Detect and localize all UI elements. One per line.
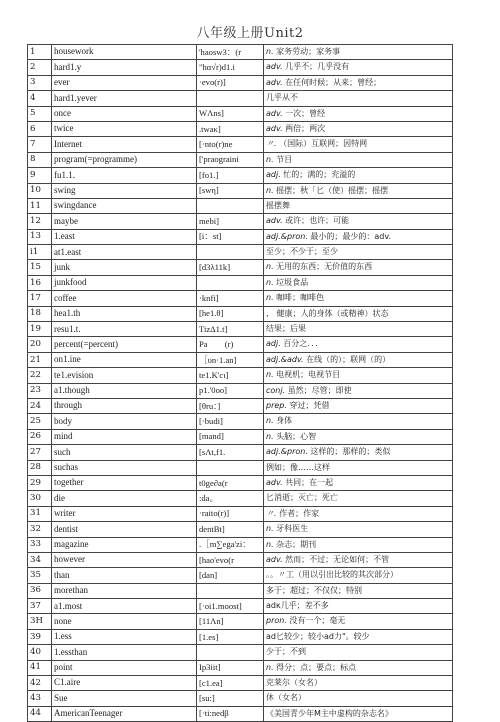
pronunciation: [su:] [197,691,264,706]
pronunciation: Pa (r) [197,337,264,352]
row-number: 28 [28,460,52,475]
vocab-word: body [52,414,197,429]
definition-text: 健康；人的身体（或精神）状态 [276,308,389,318]
row-number: 2 [28,60,52,75]
part-of-speech: ， [266,308,274,318]
table-row [28,629,453,644]
pronunciation [197,460,264,475]
definition-text: 《美国青少年M主中虚构的杂志名》 [266,708,393,718]
definition-text: 百分之．．． [283,339,324,349]
pronunciation [197,245,264,260]
definition-cell [264,214,453,229]
table-row [28,183,453,198]
table-row [28,660,453,675]
pronunciation: [c1.ea] [197,676,264,691]
definition-cell [264,645,453,660]
table-row [28,614,453,629]
table-row [28,168,453,183]
pronunciation: ['praograini [197,152,264,167]
vocab-word: on1.ine [52,352,197,367]
part-of-speech: adv. [266,108,283,118]
definition-cell [264,121,453,136]
row-number: 44 [28,706,52,721]
table-row [28,337,453,352]
pronunciation: ·knfi] [197,291,264,306]
vocab-word: housework [52,45,197,60]
definition-cell [264,152,453,167]
vocab-word: te1.evision [52,368,197,383]
vocab-word: resu1.t. [52,322,197,337]
vocab-word: than [52,568,197,583]
vocab-word: AmericanTeenager [52,706,197,721]
row-number: 32 [28,522,52,537]
definition-text: 在任何时候；从来；曾经； [285,77,382,87]
row-number: 15 [28,260,52,275]
part-of-speech: n. [266,370,274,380]
row-number: 17 [28,291,52,306]
row-number: 20 [28,337,52,352]
definition-text: 少于；不到 [266,647,306,657]
row-number: 21 [28,352,52,367]
vocab-word: swing [52,183,197,198]
row-number: 3 [28,75,52,90]
definition-text: 节目 [276,154,293,164]
definition-cell [264,168,453,183]
definition-cell [264,368,453,383]
vocab-word: die [52,491,197,506]
table-row [28,291,453,306]
table-row [28,537,453,552]
definition-cell [264,568,453,583]
table-row [28,75,453,90]
row-number: 9 [28,168,52,183]
pronunciation: ·evo(r)] [197,75,264,90]
vocab-word: coffee [52,291,197,306]
table-row [28,322,453,337]
pronunciation: ·raito(r)] [197,506,264,521]
part-of-speech: n. [266,262,274,272]
definition-text: 得分；点；要点；标点 [276,662,357,672]
vocab-word: magazine [52,537,197,552]
part-of-speech: adj.&adv. [266,354,304,364]
pronunciation: Ip3iit] [197,660,264,675]
part-of-speech: adv. [266,62,283,72]
pronunciation: [fo1.] [197,168,264,183]
table-row [28,121,453,136]
row-number: 4 [28,91,52,106]
row-number: 29 [28,475,52,490]
definition-cell [264,337,453,352]
part-of-speech: adv. [266,554,283,564]
pronunciation: ［υn·1.an] [197,352,264,367]
table-row [28,275,453,290]
definition-text: 身体 [276,416,293,426]
part-of-speech: adv. [266,216,283,226]
vocabulary-table [27,44,453,722]
row-number: 40 [28,645,52,660]
table-row [28,229,453,244]
table-row [28,583,453,598]
definition-cell [264,552,453,567]
table-row [28,691,453,706]
pronunciation [197,645,264,660]
definition-text: 忙的；满的；充溢的 [283,170,356,180]
vocab-word: a1.most [52,599,197,614]
table-row [28,398,453,413]
pronunciation: [·budi] [197,414,264,429]
table-row [28,491,453,506]
row-number: 1 [28,45,52,60]
definition-text: 几乎不；几乎没有 [285,62,350,72]
pronunciation: "hɑ√r)d1.i [197,60,264,75]
table-row [28,383,453,398]
definition-text: 没有一个；毫无 [289,616,346,626]
row-number: 23 [28,383,52,398]
table-row [28,45,453,60]
pronunciation: [he1.θ] [197,306,264,321]
vocab-word: morethan [52,583,197,598]
definition-cell [264,260,453,275]
definition-cell [264,306,453,321]
table-row [28,91,453,106]
definition-text: 作者；作家 [279,508,320,518]
pronunciation [197,275,264,290]
pronunciation: [·nto(r)ne [197,137,264,152]
part-of-speech: adj. [266,339,281,349]
part-of-speech: adv. [266,123,283,133]
part-of-speech: 〃. [266,139,277,149]
definition-text: 结果；后果 [266,324,306,334]
table-row [28,368,453,383]
row-number: 19 [28,322,52,337]
vocab-word: fu1.1. [52,168,197,183]
definition-text: 摇摆舞 [266,200,290,210]
definition-cell [264,475,453,490]
row-number: 5 [28,106,52,121]
row-number: 31 [28,506,52,521]
definition-cell [264,414,453,429]
vocab-word: a1.though [52,383,197,398]
pronunciation: mebi] [197,214,264,229]
definition-text: 这样的；那样的；类似 [310,447,391,457]
row-number: 7 [28,137,52,152]
vocab-word: point [52,660,197,675]
definition-text: 匕消逝；灭亡；死亡 [266,493,338,503]
part-of-speech: n. [266,154,274,164]
definition-text: 例如；像……这样 [266,462,330,472]
definition-text: adκ几乎；差不多 [266,601,329,611]
row-number: 22 [28,368,52,383]
part-of-speech: n. [266,293,274,303]
row-number: 6 [28,121,52,136]
definition-cell [264,445,453,460]
row-number: 35 [28,568,52,583]
pronunciation: [1.es] [197,629,264,644]
vocab-word: junkfood [52,275,197,290]
definition-cell [264,275,453,290]
vocab-word: twice [52,121,197,136]
vocab-word: 1.east [52,229,197,244]
row-number: 42 [28,676,52,691]
pronunciation: [11Λn] [197,614,264,629]
pronunciation: p1.'0oo] [197,383,264,398]
definition-text: 一次；曾经 [285,108,326,118]
part-of-speech: n. [266,277,274,287]
definition-cell [264,291,453,306]
pronunciation: :da。 [197,491,264,506]
definition-cell [264,75,453,90]
table-row [28,245,453,260]
row-number: 18 [28,306,52,321]
definition-cell [264,506,453,521]
part-of-speech: prep. [266,400,287,410]
table-row [28,460,453,475]
vocab-word: writer [52,506,197,521]
vocab-word: none [52,614,197,629]
definition-text: ad匕较少；较小ad力"。较少 [266,631,370,641]
definition-text: 摇摆；秋「匕（使）摇摆；摇摆 [276,185,389,195]
table-row [28,552,453,567]
vocab-word: suchas [52,460,197,475]
table-row [28,152,453,167]
definition-cell [264,45,453,60]
table-row [28,445,453,460]
vocab-word: Sue [52,691,197,706]
definition-text: 电视机；电视节目 [276,370,341,380]
table-row [28,568,453,583]
pronunciation: dentBt] [197,522,264,537]
pronunciation: te1.K'cι] [197,368,264,383]
vocab-word: hard1.y [52,60,197,75]
vocab-word: percent(=percent) [52,337,197,352]
definition-cell [264,460,453,475]
definition-cell [264,91,453,106]
pronunciation: [d3λ11k] [197,260,264,275]
definition-text: 克莱尔（女名） [266,678,322,688]
definition-text: 杂志；期刊 [276,539,317,549]
part-of-speech: n. [266,539,274,549]
row-number: 3H [28,614,52,629]
pronunciation: [swη] [197,183,264,198]
definition-cell [264,383,453,398]
row-number: 36 [28,583,52,598]
pronunciation: [sΛt,f1. [197,445,264,460]
definition-cell [264,537,453,552]
vocab-word: however [52,552,197,567]
part-of-speech: n. [266,47,274,56]
table-row [28,137,453,152]
part-of-speech: adj. [266,170,281,180]
part-of-speech: 〃. [266,508,277,518]
definition-text: 咖啡；咖啡色 [276,293,325,303]
definition-cell [264,676,453,691]
part-of-speech: n. [266,524,274,534]
table-row [28,522,453,537]
pronunciation: 'haosw3：(r [197,45,264,60]
definition-text: 家务劳动；家务事 [276,47,341,56]
definition-cell [264,614,453,629]
row-number: 43 [28,691,52,706]
definition-text: 休（女名） [266,693,306,703]
part-of-speech: n. [266,431,274,441]
row-number: 33 [28,537,52,552]
table-row [28,414,453,429]
vocab-word: ever [52,75,197,90]
row-number: 16 [28,275,52,290]
vocab-word: hea1.th [52,306,197,321]
pronunciation: [θru：] [197,398,264,413]
definition-cell [264,691,453,706]
pronunciation [197,198,264,213]
vocab-word: dentist [52,522,197,537]
definition-cell [264,522,453,537]
row-number: 26 [28,429,52,444]
table-row [28,214,453,229]
definition-text: 。。〃工（用以引出比较的其次部分） [266,570,398,580]
part-of-speech: n. [266,416,274,426]
table-row [28,429,453,444]
pronunciation [197,583,264,598]
pronunciation [197,91,264,106]
definition-text: 头脑；心智 [276,431,317,441]
vocab-word: once [52,106,197,121]
definition-cell [264,706,453,721]
definition-text: 垃圾食品 [276,277,309,287]
pronunciation: WΛns] [197,106,264,121]
definition-text: 然而；不过；无论如何；不管 [285,554,390,564]
definition-text: （国际）互联网；因特网 [279,139,368,149]
part-of-speech: adv. [266,477,283,487]
definition-cell [264,322,453,337]
definition-cell [264,60,453,75]
table-row [28,506,453,521]
table-row [28,106,453,121]
definition-text: 牙科医生 [276,524,309,534]
part-of-speech: adj.&pron. [266,447,308,457]
table-row [28,475,453,490]
definition-cell [264,106,453,121]
row-number: 10 [28,183,52,198]
row-number: 39 [28,629,52,644]
vocab-word: hard1.yever [52,91,197,106]
table-row [28,260,453,275]
definition-text: 无用的东西；无价值的东西 [276,262,373,272]
definition-cell [264,183,453,198]
table-row [28,676,453,691]
row-number: 11 [28,198,52,213]
row-number: 27 [28,445,52,460]
page-title: 八年级上册Unit2 [196,26,304,41]
table-row [28,306,453,321]
definition-cell [264,229,453,244]
vocab-word: together [52,475,197,490]
definition-text: 最小的；最少的：adv. [310,231,392,241]
definition-cell [264,198,453,213]
vocab-word: through [52,398,197,413]
vocab-word: C1.aire [52,676,197,691]
definition-text: 几乎从不 [266,93,298,103]
pronunciation: [·oi1.moost] [197,599,264,614]
definition-cell [264,599,453,614]
vocab-word: mind [52,429,197,444]
pronunciation: [hao'evo(r [197,552,264,567]
table-row [28,198,453,213]
definition-cell [264,629,453,644]
definition-text: 两倍；两次 [285,123,326,133]
pronunciation: t0ge∂a(r [197,475,264,490]
definition-text: 穿过；凭借 [289,400,330,410]
row-number: 12 [28,214,52,229]
definition-cell [264,398,453,413]
part-of-speech: n. [266,662,274,672]
definition-cell [264,429,453,444]
part-of-speech: adv. [266,77,283,87]
vocabulary-table-body [28,45,453,722]
definition-text: 至少；不少于；至少 [266,247,338,257]
part-of-speech: n. [266,185,274,195]
vocab-word: swingdance [52,198,197,213]
row-number: i1 [28,245,52,260]
row-number: 24 [28,398,52,413]
definition-text: 多于；超过；不仅仅；特别 [266,585,362,595]
definition-text: 在线（的）；联网（的） [306,354,391,364]
pronunciation: [·ti:nedβ [197,706,264,721]
vocab-word: program(=programme) [52,152,197,167]
pronunciation: TizΔ1.t] [197,322,264,337]
row-number: 8 [28,152,52,167]
pronunciation: .［m∑ega'zi： [197,537,264,552]
row-number: 13 [28,229,52,244]
table-row [28,706,453,721]
vocab-word: such [52,445,197,460]
row-number: 25 [28,414,52,429]
table-row [28,352,453,367]
vocab-word: maybe [52,214,197,229]
row-number: 37 [28,599,52,614]
definition-text: 共同；在一起 [285,477,334,487]
row-number: 30 [28,491,52,506]
table-row [28,60,453,75]
pronunciation: [dan] [197,568,264,583]
definition-cell [264,137,453,152]
part-of-speech: conj. [266,385,286,395]
definition-cell [264,491,453,506]
definition-cell [264,245,453,260]
row-number: 41 [28,660,52,675]
pronunciation: .twaκ] [197,121,264,136]
pronunciation: [i：st] [197,229,264,244]
vocab-word: 1.essthan [52,645,197,660]
definition-cell [264,352,453,367]
vocab-word: junk [52,260,197,275]
definition-text: 虽然；尽管；即使 [287,385,352,395]
part-of-speech: pron. [266,616,287,626]
vocab-word: at1.east [52,245,197,260]
definition-cell [264,583,453,598]
definition-text: 或许；也许；可能 [285,216,350,226]
pronunciation: [mand] [197,429,264,444]
table-row [28,645,453,660]
vocab-word: 1.ess [52,629,197,644]
part-of-speech: adj.&pron. [266,231,308,241]
definition-cell [264,660,453,675]
table-row [28,599,453,614]
vocab-word: Internet [52,137,197,152]
row-number: 34 [28,552,52,567]
